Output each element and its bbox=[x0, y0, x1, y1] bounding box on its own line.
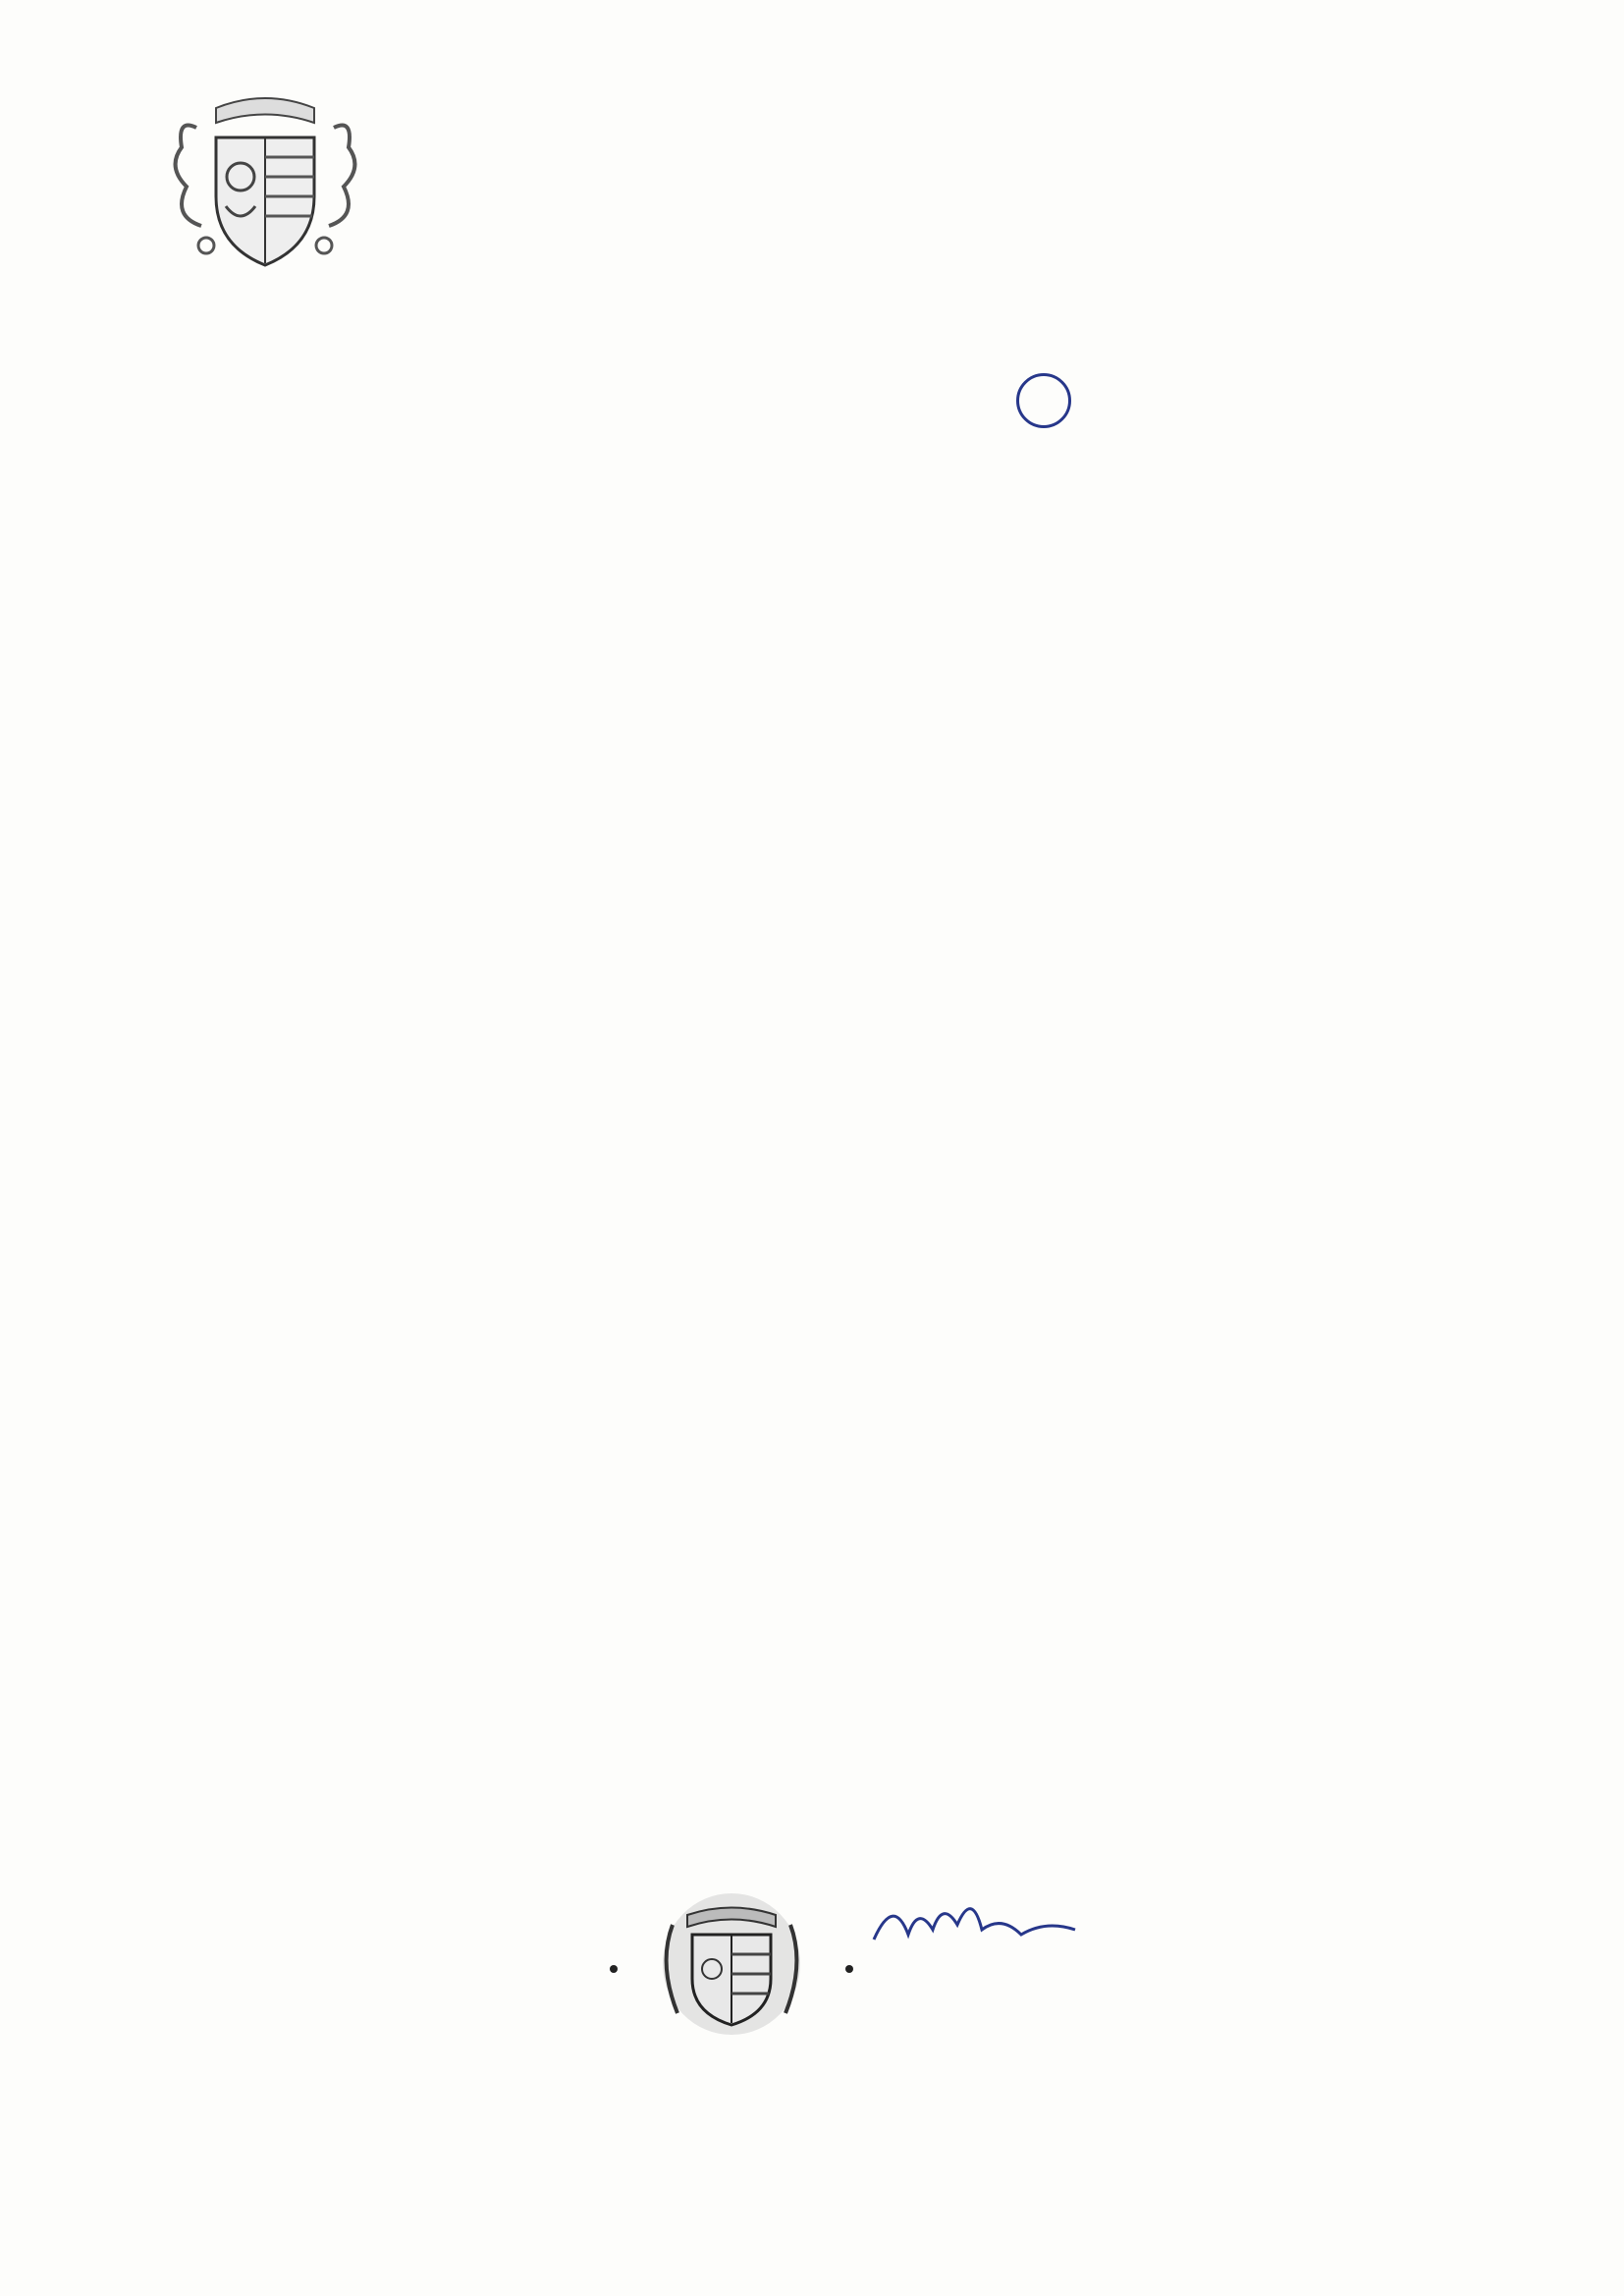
signature-icon bbox=[864, 1886, 1090, 1954]
official-stamp-icon bbox=[584, 1817, 879, 2111]
handwritten-circled-number bbox=[1016, 373, 1071, 428]
coat-of-arms-icon bbox=[157, 79, 373, 275]
